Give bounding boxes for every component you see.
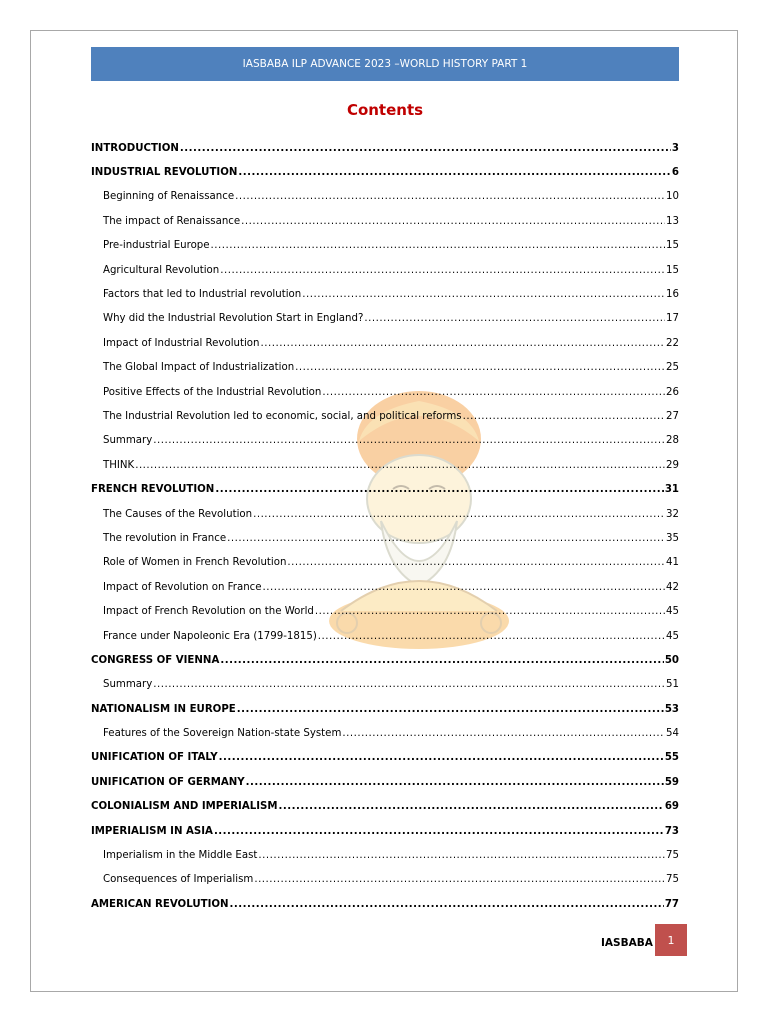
toc-entry-label: Impact of Industrial Revolution <box>103 337 260 349</box>
toc-dot-leader <box>278 801 663 812</box>
toc-entry-label: INTRODUCTION <box>91 142 179 154</box>
toc-entry-page: 13 <box>666 215 679 227</box>
footer-label: IASBABA <box>601 937 653 949</box>
toc-entry-page: 77 <box>664 898 679 910</box>
toc-entry-label: Pre-industrial Europe <box>103 240 210 252</box>
table-of-contents <box>91 136 679 917</box>
page-number: 1 <box>667 933 675 947</box>
toc-entry-label: The Global Impact of Industrialization <box>103 362 295 374</box>
toc-dot-leader <box>220 265 665 276</box>
toc-entry-label: Beginning of Renaissance <box>103 191 235 203</box>
toc-entry-page: 15 <box>666 264 679 276</box>
toc-dot-leader <box>153 435 665 446</box>
toc-entry-page: 73 <box>664 825 679 837</box>
toc-dot-leader <box>135 460 665 471</box>
toc-entry-page: 50 <box>664 654 679 666</box>
toc-entry[interactable] <box>91 258 679 282</box>
toc-entry[interactable] <box>91 209 679 233</box>
toc-entry[interactable] <box>91 599 679 623</box>
toc-entry-page: 55 <box>664 752 679 764</box>
toc-entry-label: Summary <box>103 679 153 691</box>
toc-dot-leader <box>364 313 665 324</box>
toc-entry-label: Positive Effects of the Industrial Revolution <box>103 386 322 398</box>
toc-entry-label: Features of the Sovereign Nation-state System <box>103 728 342 740</box>
toc-entry-page: 45 <box>666 606 679 618</box>
toc-dot-leader <box>315 606 665 617</box>
toc-dot-leader <box>463 411 665 422</box>
toc-entry-label: Consequences of Imperialism <box>103 874 254 886</box>
toc-entry[interactable] <box>91 185 679 209</box>
toc-entry[interactable] <box>91 673 679 697</box>
toc-dot-leader <box>230 899 664 910</box>
toc-dot-leader <box>153 679 665 690</box>
toc-entry[interactable] <box>91 746 679 770</box>
toc-entry[interactable] <box>91 136 679 160</box>
toc-dot-leader <box>287 557 665 568</box>
toc-entry-label: Why did the Industrial Revolution Start in England? <box>103 313 364 325</box>
toc-dot-leader <box>318 631 665 642</box>
toc-entry[interactable] <box>91 721 679 745</box>
toc-dot-leader <box>215 484 663 495</box>
toc-entry-label: INDUSTRIAL REVOLUTION <box>91 167 238 179</box>
toc-entry[interactable] <box>91 526 679 550</box>
toc-entry-label: Summary <box>103 435 153 447</box>
toc-entry-page: 15 <box>666 240 679 252</box>
contents-title: Contents <box>346 101 424 119</box>
toc-entry-page: 32 <box>666 508 679 520</box>
toc-entry-page: 75 <box>666 850 679 862</box>
toc-entry[interactable] <box>91 795 679 819</box>
toc-entry[interactable] <box>91 429 679 453</box>
toc-dot-leader <box>214 826 664 837</box>
toc-entry-label: The impact of Renaissance <box>103 215 241 227</box>
toc-entry-label: Factors that led to Industrial revolution <box>103 289 302 301</box>
toc-entry-page: 16 <box>666 289 679 301</box>
toc-entry-label: UNIFICATION OF GERMANY <box>91 776 245 788</box>
toc-entry-page: 25 <box>666 362 679 374</box>
toc-entry-label: AMERICAN REVOLUTION <box>91 898 229 910</box>
toc-entry-label: THINK <box>103 459 135 471</box>
toc-entry-label: NATIONALISM IN EUROPE <box>91 703 236 715</box>
toc-entry-page: 27 <box>666 410 679 422</box>
toc-entry-label: Impact of Revolution on France <box>103 581 262 593</box>
toc-entry-page: 35 <box>666 532 679 544</box>
toc-entry-label: Role of Women in French Revolution <box>103 557 287 569</box>
toc-dot-leader <box>227 533 665 544</box>
toc-dot-leader <box>253 509 665 520</box>
toc-entry[interactable] <box>91 575 679 599</box>
toc-entry[interactable] <box>91 453 679 477</box>
toc-dot-leader <box>263 582 666 593</box>
toc-entry[interactable] <box>91 160 679 184</box>
toc-entry-label: France under Napoleonic Era (1799-1815) <box>103 630 317 642</box>
toc-entry[interactable] <box>91 234 679 258</box>
toc-entry-page: 75 <box>666 874 679 886</box>
toc-entry[interactable] <box>91 551 679 575</box>
toc-entry-page: 3 <box>671 142 679 154</box>
toc-dot-leader <box>219 752 664 763</box>
toc-entry-label: Imperialism in the Middle East <box>103 850 258 862</box>
toc-entry[interactable] <box>91 697 679 721</box>
toc-entry-label: FRENCH REVOLUTION <box>91 484 215 496</box>
toc-dot-leader <box>241 216 665 227</box>
toc-entry-label: The revolution in France <box>103 532 227 544</box>
toc-entry-page: 22 <box>666 337 679 349</box>
document-page <box>30 30 738 992</box>
toc-entry-label: The Causes of the Revolution <box>103 508 253 520</box>
toc-dot-leader <box>211 240 665 251</box>
toc-entry[interactable] <box>91 648 679 672</box>
header-title: IASBABA ILP ADVANCE 2023 –WORLD HISTORY PART 1 <box>242 58 528 70</box>
toc-entry[interactable] <box>91 356 679 380</box>
toc-dot-leader <box>180 143 671 154</box>
toc-entry[interactable] <box>91 404 679 428</box>
toc-entry[interactable] <box>91 282 679 306</box>
toc-dot-leader <box>220 655 663 666</box>
toc-entry-page: 41 <box>666 557 679 569</box>
toc-entry-page: 54 <box>666 728 679 740</box>
toc-dot-leader <box>254 874 665 885</box>
toc-entry-page: 45 <box>666 630 679 642</box>
toc-entry[interactable] <box>91 307 679 331</box>
toc-entry-label: CONGRESS OF VIENNA <box>91 654 220 666</box>
toc-entry-label: Impact of French Revolution on the World <box>103 606 314 618</box>
toc-entry-label: The Industrial Revolution led to economic, social, and political reforms <box>103 410 462 422</box>
toc-entry-page: 51 <box>666 679 679 691</box>
toc-entry-label: UNIFICATION OF ITALY <box>91 752 218 764</box>
toc-dot-leader <box>342 728 665 739</box>
toc-entry[interactable] <box>91 331 679 355</box>
toc-entry[interactable] <box>91 868 679 892</box>
toc-entry-page: 26 <box>666 386 679 398</box>
toc-entry-page: 17 <box>666 313 679 325</box>
toc-entry[interactable] <box>91 624 679 648</box>
toc-entry-label: Agricultural Revolution <box>103 264 220 276</box>
toc-dot-leader <box>246 777 664 788</box>
toc-entry[interactable] <box>91 477 679 501</box>
toc-entry[interactable] <box>91 502 679 526</box>
toc-entry-page: 29 <box>666 459 679 471</box>
toc-entry-page: 69 <box>664 801 679 813</box>
toc-dot-leader <box>302 289 665 300</box>
toc-entry[interactable] <box>91 819 679 843</box>
toc-dot-leader <box>258 850 665 861</box>
toc-entry-page: 42 <box>666 581 679 593</box>
page-header-bar <box>91 47 679 81</box>
toc-entry-page: 31 <box>664 484 679 496</box>
toc-entry-page: 28 <box>666 435 679 447</box>
toc-entry[interactable] <box>91 843 679 867</box>
toc-dot-leader <box>322 387 665 398</box>
toc-dot-leader <box>261 338 666 349</box>
toc-entry-page: 53 <box>664 703 679 715</box>
toc-entry-page: 10 <box>666 191 679 203</box>
toc-entry[interactable] <box>91 380 679 404</box>
toc-entry-label: COLONIALISM AND IMPERIALISM <box>91 801 278 813</box>
toc-entry[interactable] <box>91 892 679 916</box>
toc-entry-page: 59 <box>664 776 679 788</box>
toc-dot-leader <box>237 704 664 715</box>
toc-entry-page: 6 <box>671 167 679 179</box>
toc-entry[interactable] <box>91 770 679 794</box>
toc-entry-label: IMPERIALISM IN ASIA <box>91 825 213 837</box>
toc-dot-leader <box>238 167 671 178</box>
page-number-badge <box>655 924 687 956</box>
toc-dot-leader <box>295 362 665 373</box>
toc-dot-leader <box>235 191 665 202</box>
